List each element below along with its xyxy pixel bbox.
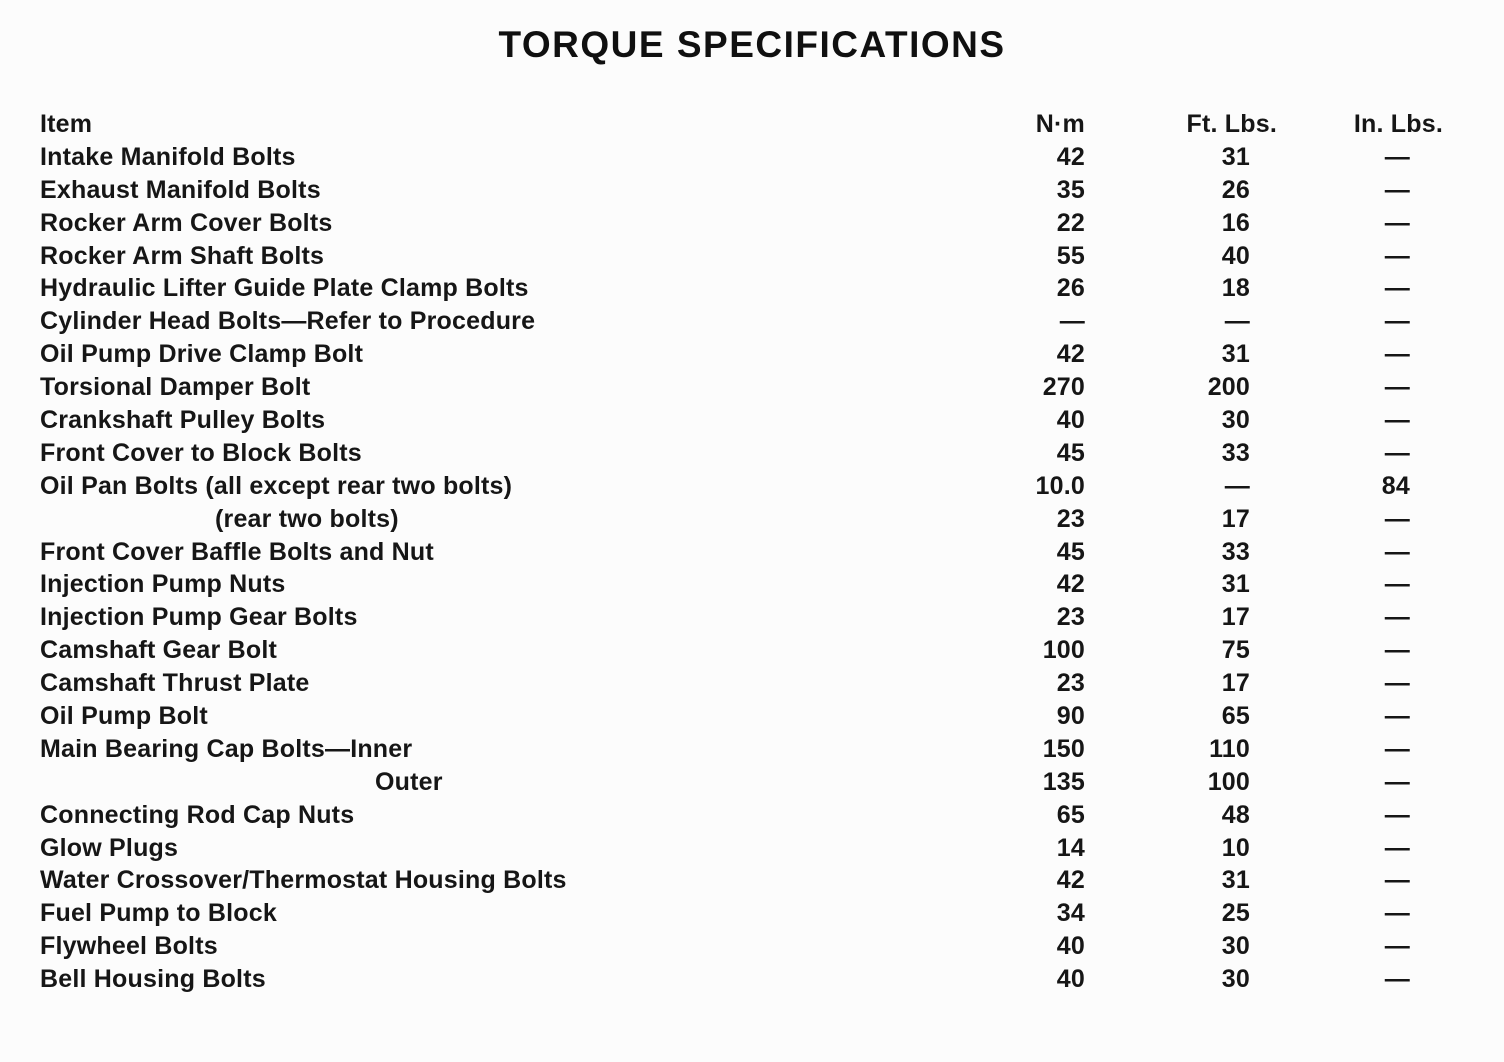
inlbs-value-cell: — [1384, 406, 1410, 435]
inlbs-value-cell: — [1384, 537, 1410, 566]
nm-value-cell: 100 [1042, 636, 1085, 665]
nm-value-cell: 40 [1056, 406, 1085, 435]
table-row [40, 801, 1443, 834]
inlbs-value-cell: — [1384, 307, 1410, 336]
inlbs-value-cell: — [1384, 833, 1410, 862]
item-cell: Camshaft Thrust Plate [40, 669, 310, 698]
table-row [40, 702, 1443, 735]
nm-value-cell: 10.0 [1035, 471, 1085, 500]
table-row [40, 866, 1443, 899]
inlbs-value-cell: — [1384, 208, 1410, 237]
inlbs-value-cell: — [1384, 932, 1410, 961]
item-cell: Oil Pan Bolts (all except rear two bolts) [40, 471, 513, 500]
table-row [40, 176, 1443, 209]
item-cell: Main Bearing Cap Bolts—Inner [40, 734, 413, 763]
ftlbs-value-cell: 17 [1221, 603, 1250, 632]
item-cell: Glow Plugs [40, 833, 179, 862]
table-row [40, 570, 1443, 603]
inlbs-value-cell: — [1384, 669, 1410, 698]
nm-value-cell: 22 [1056, 208, 1085, 237]
nm-value-cell: 45 [1056, 438, 1085, 467]
ftlbs-value-cell: 10 [1221, 833, 1250, 862]
inlbs-value-cell: 84 [1381, 471, 1410, 500]
inlbs-value-cell: — [1384, 767, 1410, 796]
inlbs-value-cell: — [1384, 800, 1410, 829]
table-row [40, 505, 1443, 538]
column-header-inlbs: In. Lbs. [1353, 110, 1443, 138]
inlbs-value-cell: — [1384, 438, 1410, 467]
item-cell: Injection Pump Nuts [40, 570, 286, 599]
column-header-ftlbs: Ft. Lbs. [1186, 110, 1277, 138]
table-body [40, 143, 1443, 998]
inlbs-value-cell: — [1384, 965, 1410, 994]
item-cell: Rocker Arm Shaft Bolts [40, 241, 325, 270]
ftlbs-value-cell: 30 [1221, 406, 1250, 435]
table-row [40, 307, 1443, 340]
nm-value-cell: 40 [1056, 965, 1085, 994]
torque-specifications-table [0, 110, 1504, 998]
ftlbs-value-cell: 31 [1221, 340, 1250, 369]
nm-value-cell: 270 [1042, 373, 1085, 402]
table-row [40, 768, 1443, 801]
nm-value-cell: 35 [1056, 175, 1085, 204]
table-row [40, 932, 1443, 965]
ftlbs-value-cell: 30 [1221, 965, 1250, 994]
table-row [40, 669, 1443, 702]
item-cell: Intake Manifold Bolts [40, 142, 296, 171]
table-row [40, 834, 1443, 867]
item-cell: Torsional Damper Bolt [40, 373, 311, 402]
item-cell: Fuel Pump to Block [40, 899, 277, 928]
table-row [40, 373, 1443, 406]
item-cell: Oil Pump Bolt [40, 702, 208, 731]
ftlbs-value-cell: 18 [1221, 274, 1250, 303]
inlbs-value-cell: — [1384, 603, 1410, 632]
ftlbs-value-cell: 40 [1221, 241, 1250, 270]
nm-value-cell: 55 [1056, 241, 1085, 270]
nm-value-cell: 135 [1042, 767, 1085, 796]
table-row [40, 209, 1443, 242]
item-cell: Camshaft Gear Bolt [40, 636, 277, 665]
nm-value-cell: 42 [1056, 866, 1085, 895]
ftlbs-value-cell: 31 [1221, 142, 1250, 171]
item-cell: Crankshaft Pulley Bolts [40, 406, 326, 435]
ftlbs-value-cell: 26 [1221, 175, 1250, 204]
item-cell: Water Crossover/Thermostat Housing Bolts [40, 866, 567, 895]
ftlbs-value-cell: 33 [1221, 438, 1250, 467]
inlbs-value-cell: — [1384, 373, 1410, 402]
inlbs-value-cell: — [1384, 899, 1410, 928]
nm-value-cell: 150 [1042, 734, 1085, 763]
table-row [40, 636, 1443, 669]
nm-value-cell: 45 [1056, 537, 1085, 566]
inlbs-value-cell: — [1384, 734, 1410, 763]
table-row [40, 406, 1443, 439]
nm-value-cell: 23 [1056, 504, 1085, 533]
ftlbs-value-cell: 110 [1209, 734, 1250, 763]
inlbs-value-cell: — [1384, 702, 1410, 731]
nm-value-cell: 23 [1056, 603, 1085, 632]
ftlbs-value-cell: 17 [1221, 669, 1250, 698]
nm-value-cell: 42 [1056, 340, 1085, 369]
inlbs-value-cell: — [1384, 175, 1410, 204]
item-cell: Injection Pump Gear Bolts [40, 603, 358, 632]
ftlbs-value-cell: 75 [1221, 636, 1250, 665]
item-cell: (rear two bolts) [215, 504, 399, 533]
nm-value-cell: 14 [1056, 833, 1085, 862]
table-header-row [40, 110, 1443, 143]
item-cell: Oil Pump Drive Clamp Bolt [40, 340, 364, 369]
ftlbs-value-cell: 17 [1221, 504, 1250, 533]
inlbs-value-cell: — [1384, 241, 1410, 270]
page-title: TORQUE SPECIFICATIONS [498, 24, 1006, 65]
nm-value-cell: 26 [1056, 274, 1085, 303]
item-cell: Flywheel Bolts [40, 932, 218, 961]
inlbs-value-cell: — [1384, 340, 1410, 369]
inlbs-value-cell: — [1384, 636, 1410, 665]
table-row [40, 143, 1443, 176]
item-cell: Exhaust Manifold Bolts [40, 175, 321, 204]
ftlbs-value-cell: 31 [1221, 570, 1250, 599]
item-cell: Outer [375, 767, 443, 796]
inlbs-value-cell: — [1384, 274, 1410, 303]
ftlbs-value-cell: 25 [1221, 899, 1250, 928]
item-cell: Bell Housing Bolts [40, 965, 266, 994]
item-cell: Front Cover to Block Bolts [40, 438, 362, 467]
inlbs-value-cell: — [1384, 142, 1410, 171]
ftlbs-value-cell: 100 [1207, 767, 1250, 796]
item-cell: Front Cover Baffle Bolts and Nut [40, 537, 434, 566]
ftlbs-value-cell: — [1224, 471, 1250, 500]
nm-value-cell: 65 [1056, 800, 1085, 829]
item-cell: Hydraulic Lifter Guide Plate Clamp Bolts [40, 274, 529, 303]
nm-value-cell: 40 [1056, 932, 1085, 961]
table-row [40, 735, 1443, 768]
table-row [40, 603, 1443, 636]
nm-value-cell: 42 [1056, 570, 1085, 599]
ftlbs-value-cell: 33 [1221, 537, 1250, 566]
table-row [40, 340, 1443, 373]
inlbs-value-cell: — [1384, 570, 1410, 599]
column-header-nm: N·m [1035, 110, 1085, 138]
item-cell: Cylinder Head Bolts—Refer to Procedure [40, 307, 536, 336]
table-row [40, 439, 1443, 472]
ftlbs-value-cell: 200 [1207, 373, 1250, 402]
ftlbs-value-cell: 48 [1221, 800, 1250, 829]
table-row [40, 965, 1443, 998]
inlbs-value-cell: — [1384, 504, 1410, 533]
table-row [40, 242, 1443, 275]
nm-value-cell: 42 [1056, 142, 1085, 171]
table-row [40, 274, 1443, 307]
nm-value-cell: — [1059, 307, 1085, 336]
item-cell: Connecting Rod Cap Nuts [40, 800, 355, 829]
ftlbs-value-cell: — [1224, 307, 1250, 336]
ftlbs-value-cell: 16 [1221, 208, 1250, 237]
ftlbs-value-cell: 65 [1221, 702, 1250, 731]
ftlbs-value-cell: 31 [1221, 866, 1250, 895]
item-cell: Rocker Arm Cover Bolts [40, 208, 333, 237]
nm-value-cell: 34 [1056, 899, 1085, 928]
table-row [40, 538, 1443, 571]
inlbs-value-cell: — [1384, 866, 1410, 895]
table-row [40, 899, 1443, 932]
nm-value-cell: 90 [1056, 702, 1085, 731]
column-header-item: Item [40, 110, 93, 138]
table-row [40, 472, 1443, 505]
nm-value-cell: 23 [1056, 669, 1085, 698]
ftlbs-value-cell: 30 [1221, 932, 1250, 961]
